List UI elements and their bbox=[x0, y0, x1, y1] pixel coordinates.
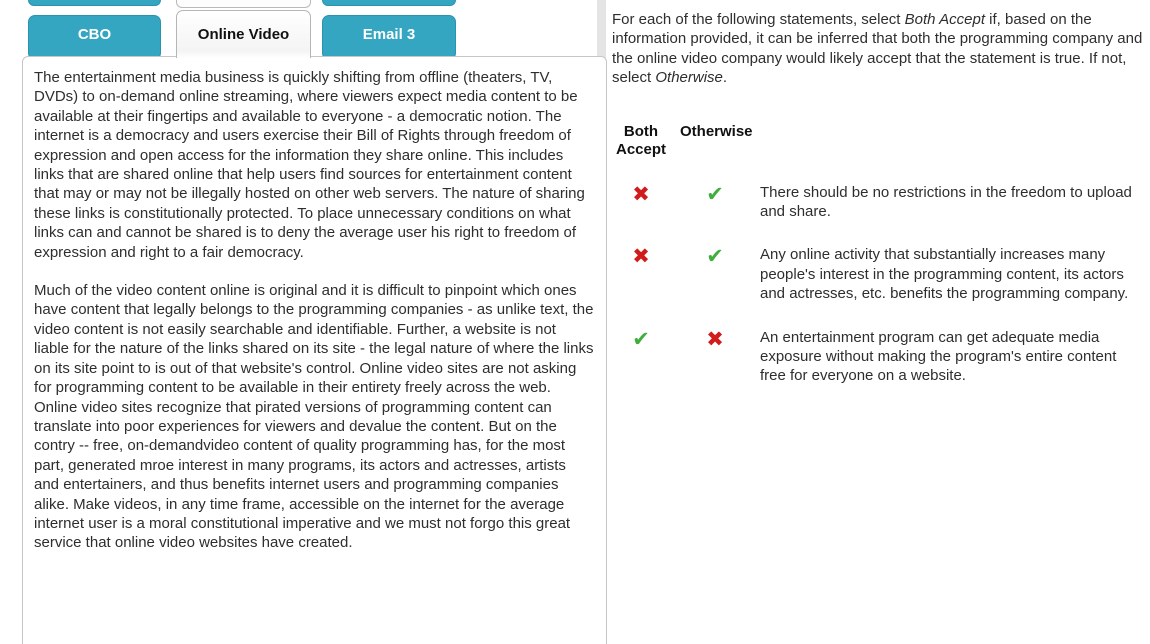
row2-statement: Any online activity that substantially increases many people's interest in the programming content, its actors and actresses, etc. benefits the programming company. bbox=[760, 246, 1129, 303]
instructions-seg3: . bbox=[722, 69, 728, 87]
passage-panel bbox=[22, 56, 607, 644]
passage-paragraph-2: Much of the video content online is original and it is difficult to pinpoint which ones have content that legally belongs to the programming companies - as unlike text, the video content is not easily searchable and identifiable. Further, a website is not liable for the nature of the links shared on its site - the legal nature of where the links on its site point to is out of that website's control. Online video sites are not asking for programming content to be available in their entirety freely across the web. Online video sites recognize that pirated versions of programming content can translate into poor experiences for viewers and devalue the content. But on the contry -- free, on-demandvideo content of quality programming has, for the most part, generated mroe interest in many programs, its actors and actresses, artists and entertainers, and thus benefits internet users and programming companies alike. Make videos, in any time frame, accessible on the internet for the average internet user is a moral constitutional imperative and we must not forgo this great service that online video websites have created. bbox=[34, 282, 594, 552]
both-accept-header-line1: Both bbox=[623, 122, 659, 140]
passage-paragraph-1: The entertainment media business is quickly shifting from offline (theaters, TV, DVDs) to on-demand online streaming, where viewers expect media content to be available at their fingertips and available to everyone - a democratic notion. The internet is a democracy and users exercise their Bill of Rights through freedom of expression and open access for the information they share online. This includes links that are shared online that help users find sources for entertainment content that may or may not be illegally hosted on other web servers. The nature of sharing these links is constitutionally protected. To place unnecessary conditions on what links can and cannot be shared is to deny the average user his right to freedom of expression and right to a fair democracy. bbox=[34, 69, 585, 261]
row1-otherwise-mark check-icon[interactable]: ✔ bbox=[706, 182, 724, 206]
tab-stub-online-video bbox=[176, 0, 311, 8]
row1-both-accept-mark cross-icon[interactable]: ✖ bbox=[632, 182, 650, 206]
tab-cbo-label: CBO bbox=[77, 26, 112, 43]
instructions-italic-otherwise: Otherwise bbox=[655, 69, 723, 87]
row3-otherwise-mark cross-icon[interactable]: ✖ bbox=[706, 327, 724, 351]
answer-table bbox=[612, 123, 1144, 386]
instructions bbox=[612, 10, 1144, 88]
row2-both-accept-mark cross-icon[interactable]: ✖ bbox=[632, 245, 650, 269]
both-accept-header-line2: Accept bbox=[615, 140, 667, 158]
tab-email-3[interactable] bbox=[322, 15, 456, 60]
instructions-seg1: For each of the following statements, select bbox=[612, 11, 905, 28]
otherwise-header: Otherwise bbox=[680, 122, 753, 140]
row3-both-accept-mark check-icon[interactable]: ✔ bbox=[632, 327, 650, 351]
instructions-italic-both-accept: Both Accept bbox=[904, 11, 985, 28]
header-spacer bbox=[760, 123, 1144, 159]
question-panel bbox=[612, 10, 1144, 386]
row3-statement: An entertainment program can get adequate media exposure without making the program's entire content free for everyone on a website. bbox=[760, 328, 1117, 385]
row2-otherwise-mark check-icon[interactable]: ✔ bbox=[706, 245, 724, 269]
row1-statement: There should be no restrictions in the freedom to upload and share. bbox=[760, 183, 1132, 221]
both-accept-header bbox=[612, 123, 670, 159]
tab-cbo[interactable] bbox=[28, 15, 161, 60]
tab-email-3-label: Email 3 bbox=[362, 26, 416, 43]
tab-stub-cbo bbox=[28, 0, 161, 6]
tab-stub-email-3 bbox=[322, 0, 456, 6]
instructions-seg2: if, based on the information provided, it can be inferred that both the programming company and the online video company would likely accept that the statement is true. If not, select bbox=[612, 11, 1143, 87]
tab-online-video-label: Online Video bbox=[197, 26, 290, 43]
tab-online-video[interactable] bbox=[176, 10, 311, 58]
